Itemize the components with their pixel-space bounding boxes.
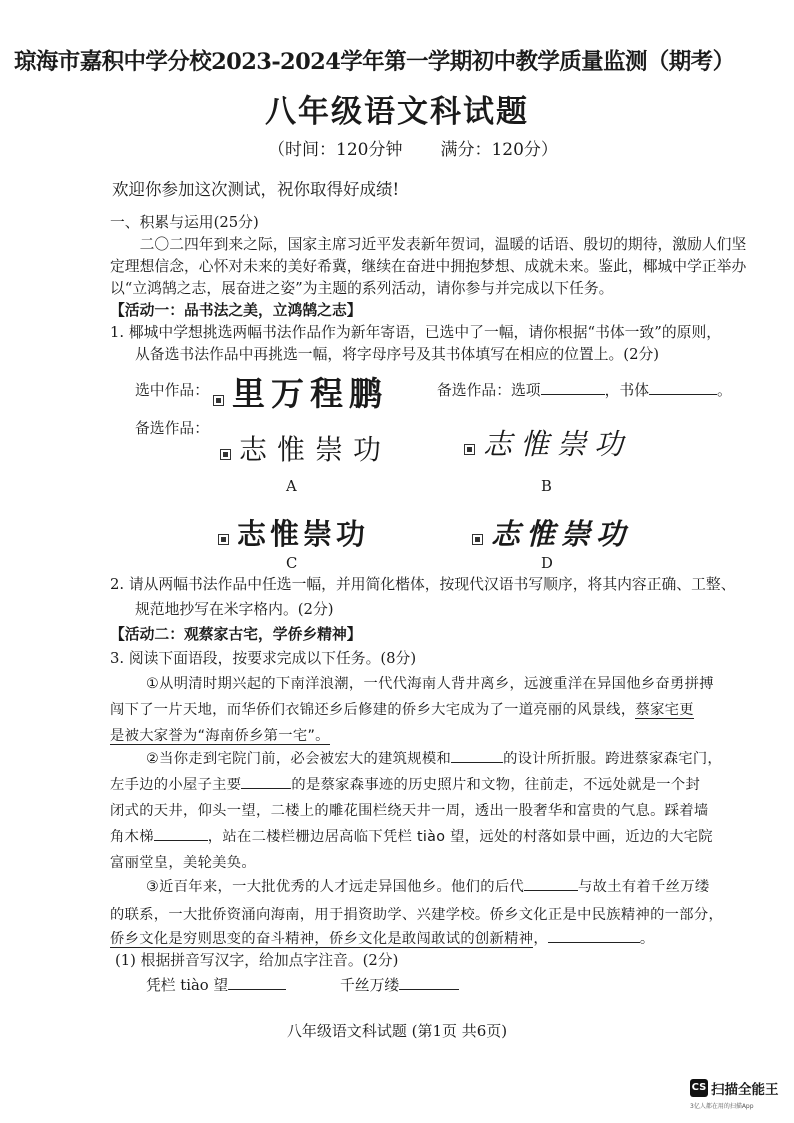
passage-para2-line1: ②当你走到宅院门前，必会被宏大的建筑规模和 的设计所折服。跨进蔡家森宅门， — [146, 748, 722, 768]
pinyin-answer-blank-b[interactable] — [399, 975, 459, 990]
option-c-calligraphy: 志惟崇功 — [218, 512, 369, 553]
question-1-line-2: 从备选书法作品中再挑选一幅，将字母序号及其书体填写在相应的位置上。(2分) — [135, 346, 660, 363]
passage-para1-line1: ①从明清时期兴起的下南洋浪潮，一代代海南人背井离乡，远渡重洋在异国他乡奋勇拼搏 — [146, 676, 714, 692]
answer-line: 备选作品：选项 ，书体 。 — [437, 382, 732, 399]
passage-para3-line2: 的联系，一大批侨资涌向海南，用于捐资助学、兴建学校。侨乡文化正是中民族精神的一部分， — [110, 907, 724, 923]
selected-calligraphy: 里万程鹏 — [213, 368, 388, 415]
welcome-message: 欢迎你参加这次测试，祝你取得好成绩! — [112, 180, 400, 199]
option-a-marker-icon — [220, 449, 231, 460]
paper-title: 八年级语文科试题 — [265, 94, 529, 130]
question-2-line-2: 规范地抄写在米字格内。(2分) — [135, 601, 334, 618]
script-answer-blank[interactable] — [649, 380, 717, 395]
blank-3[interactable] — [154, 826, 208, 841]
question-2-line-1: 2. 请从两幅书法作品中任选一幅，并用简化楷体，按现代汉语书写顺序，将其内容正确、工整、 — [110, 576, 736, 593]
option-answer-blank[interactable] — [541, 380, 605, 395]
sub-question-1: (1) 根据拼音写汉字，给加点字注音。(2分) — [115, 952, 399, 969]
candidates-label: 备选作品： — [135, 420, 209, 437]
passage-para1-line3: 是被大家誉为“海南侨乡第一宅”。 — [110, 728, 330, 744]
blank-5[interactable] — [548, 928, 640, 943]
section-intro: 二〇二四年到来之际，国家主席习近平发表新年贺词，温暖的话语、殷切的期待，激励人们坚定理想信念，心怀对未来的美好希冀，继续在奋进中拥抱梦想、成就未来。鉴此，椰城中学正举办以“立鸿鹄之志，展奋进之姿”为主题的系列活动，请你参与并完成以下任务。 — [110, 236, 747, 297]
scanner-tagline: 3亿人都在用的扫描App — [690, 1103, 754, 1110]
underlined-sentence: 蔡家宅更 — [635, 702, 694, 718]
option-a-letter: A — [286, 478, 297, 495]
exam-info — [268, 135, 558, 160]
activity-1-title: 【活动一：品书法之美，立鸿鹄之志】 — [110, 302, 362, 319]
option-b-marker-icon — [464, 444, 475, 455]
school-exam-header: 琼海市嘉积中学分校2023-2024学年第一学期初中教学质量监测（期考） — [14, 49, 735, 75]
passage-para3-line1: ③近百年来，一大批优秀的人才远走异国他乡。他们的后代 与故土有着千丝万缕 — [146, 876, 709, 896]
question-3: 3. 阅读下面语段，按要求完成以下任务。(8分) — [110, 650, 417, 667]
activity-2-title: 【活动二：观蔡家古宅，学侨乡精神】 — [110, 626, 362, 643]
pinyin-item-b: 千丝万缕 — [340, 975, 459, 997]
scanner-name: 扫描全能王 — [711, 1081, 779, 1098]
passage-para2-line4: 角木梯 ，站在二楼栏栅边居高临下凭栏 tiào 望，远处的村落如景中画，近边的大宅院 — [110, 826, 713, 846]
underlined-parallel-sentence: 侨乡文化是穷则思变的奋斗精神，侨乡文化是敢闯敢试的创新精神 — [110, 931, 534, 947]
option-a-calligraphy: 志惟崇功 — [220, 428, 391, 468]
option-b-letter: B — [541, 478, 552, 495]
blank-1[interactable] — [451, 748, 503, 763]
passage-para2-line5: 富丽堂皇，美轮美奂。 — [110, 855, 256, 871]
blank-2[interactable] — [241, 774, 291, 789]
passage-para2-line3: 闭式的天井，仰头一望，二楼上的雕花围栏绕天井一周，透出一股奢华和富贵的气息。踩着墙 — [110, 803, 709, 819]
option-b-calligraphy: 志惟崇功 — [464, 422, 631, 463]
selected-work-label: 选中作品： — [135, 382, 209, 399]
blank-4[interactable] — [524, 876, 578, 891]
option-d-letter: D — [541, 555, 553, 572]
scanner-watermark — [690, 1077, 779, 1098]
passage-para3-line3: 侨乡文化是穷则思变的奋斗精神，侨乡文化是敢闯敢试的创新精神， 。 — [110, 928, 655, 948]
option-d-calligraphy: 志惟崇功 — [472, 512, 631, 553]
option-c-marker-icon — [218, 534, 229, 545]
passage-para1-line2: 闯下了一片天地，而华侨们衣锦还乡后修建的侨乡大宅成为了一道亮丽的风景线，蔡家宅更 — [110, 702, 694, 718]
section-heading: 一、积累与运用(25分) — [110, 214, 259, 231]
question-1-line-1: 1. 椰城中学想挑选两幅书法作品作为新年寄语，已选中了一幅，请你根据“书体一致”的原则， — [110, 324, 722, 341]
option-c-letter: C — [286, 555, 298, 572]
option-d-marker-icon — [472, 534, 483, 545]
exam-score: 满分：120分） — [440, 140, 558, 160]
pinyin-answer-blank-a[interactable] — [228, 975, 286, 990]
page-footer: 八年级语文科试题 (第1页 共6页) — [286, 1022, 508, 1040]
selected-marker-icon — [213, 395, 224, 406]
pinyin-item-a: 凭栏 tiào 望 — [146, 975, 286, 997]
scanner-logo-icon: CS — [690, 1079, 708, 1097]
exam-time: （时间：120分钟 — [268, 140, 403, 160]
passage-para2-line2: 左手边的小屋子主要 的是蔡家森事迹的历史照片和文物，往前走，不远处就是一个封 — [110, 774, 700, 794]
